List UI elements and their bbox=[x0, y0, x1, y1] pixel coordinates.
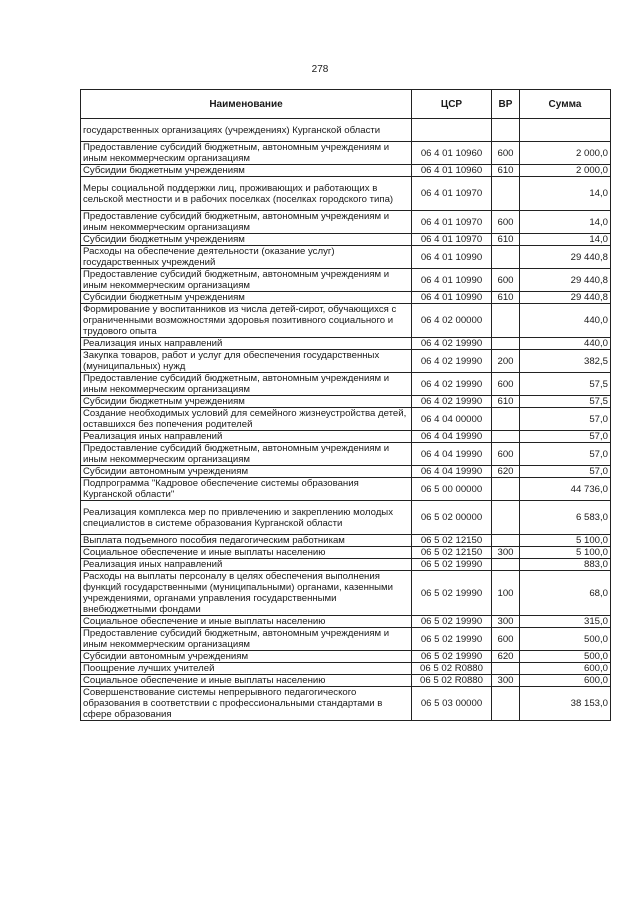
cell-vr bbox=[492, 663, 520, 675]
cell-vr: 610 bbox=[492, 234, 520, 246]
table-row bbox=[81, 431, 611, 443]
cell-vr: 600 bbox=[492, 142, 520, 165]
cell-vr: 610 bbox=[492, 165, 520, 177]
cell-name: Субсидии бюджетным учреждениям bbox=[81, 292, 412, 304]
cell-vr bbox=[492, 304, 520, 338]
cell-csr: 06 5 02 00000 bbox=[412, 501, 492, 535]
cell-sum: 14,0 bbox=[520, 211, 611, 234]
table-row bbox=[81, 443, 611, 466]
cell-csr: 06 4 02 19990 bbox=[412, 350, 492, 373]
table-row bbox=[81, 675, 611, 687]
cell-sum: 57,0 bbox=[520, 408, 611, 431]
table-body bbox=[81, 119, 611, 721]
cell-vr: 620 bbox=[492, 651, 520, 663]
table-row bbox=[81, 466, 611, 478]
cell-vr: 610 bbox=[492, 396, 520, 408]
table-row bbox=[81, 478, 611, 501]
cell-csr: 06 5 02 19990 bbox=[412, 559, 492, 571]
cell-vr: 600 bbox=[492, 373, 520, 396]
cell-sum: 14,0 bbox=[520, 177, 611, 211]
cell-sum: 6 583,0 bbox=[520, 501, 611, 535]
cell-csr: 06 5 03 00000 bbox=[412, 687, 492, 721]
cell-sum: 440,0 bbox=[520, 304, 611, 338]
cell-sum: 57,5 bbox=[520, 396, 611, 408]
cell-name: Расходы на выплаты персоналу в целях обеспечения выполнения функций государственными (муниципальными) органами, казенными учреждениями, органами управления государственными внебюджетными фондами bbox=[81, 571, 412, 616]
header-name: Наименование bbox=[81, 90, 412, 119]
cell-sum: 57,0 bbox=[520, 431, 611, 443]
cell-sum: 57,0 bbox=[520, 443, 611, 466]
cell-vr bbox=[492, 535, 520, 547]
cell-sum: 500,0 bbox=[520, 628, 611, 651]
cell-csr: 06 4 01 10990 bbox=[412, 292, 492, 304]
cell-vr bbox=[492, 559, 520, 571]
cell-name: Реализация комплекса мер по привлечению и закреплению молодых специалистов в системе образования Курганской области bbox=[81, 501, 412, 535]
table-row bbox=[81, 338, 611, 350]
cell-name: Реализация иных направлений bbox=[81, 559, 412, 571]
cell-sum bbox=[520, 119, 611, 142]
cell-sum: 38 153,0 bbox=[520, 687, 611, 721]
cell-vr: 610 bbox=[492, 292, 520, 304]
cell-csr: 06 5 02 R0880 bbox=[412, 675, 492, 687]
cell-csr: 06 5 02 R0880 bbox=[412, 663, 492, 675]
table-row bbox=[81, 408, 611, 431]
cell-sum: 5 100,0 bbox=[520, 547, 611, 559]
cell-name: Субсидии бюджетным учреждениям bbox=[81, 234, 412, 246]
cell-name: Реализация иных направлений bbox=[81, 431, 412, 443]
cell-name: Закупка товаров, работ и услуг для обеспечения государственных (муниципальных) нужд bbox=[81, 350, 412, 373]
cell-sum: 440,0 bbox=[520, 338, 611, 350]
cell-name: Предоставление субсидий бюджетным, автономным учреждениям и иным некоммерческим организациям bbox=[81, 211, 412, 234]
cell-csr: 06 4 01 10990 bbox=[412, 269, 492, 292]
cell-name: Создание необходимых условий для семейного жизнеустройства детей, оставшихся без попечения родителей bbox=[81, 408, 412, 431]
cell-vr bbox=[492, 501, 520, 535]
table-row bbox=[81, 687, 611, 721]
cell-csr: 06 4 01 10960 bbox=[412, 165, 492, 177]
cell-sum: 57,0 bbox=[520, 466, 611, 478]
cell-vr: 620 bbox=[492, 466, 520, 478]
cell-vr bbox=[492, 408, 520, 431]
budget-table bbox=[80, 89, 611, 721]
table-row bbox=[81, 559, 611, 571]
cell-sum: 29 440,8 bbox=[520, 246, 611, 269]
cell-name: Выплата подъемного пособия педагогическим работникам bbox=[81, 535, 412, 547]
cell-vr bbox=[492, 177, 520, 211]
cell-sum: 315,0 bbox=[520, 616, 611, 628]
cell-name: Субсидии автономным учреждениям bbox=[81, 466, 412, 478]
cell-name: Субсидии автономным учреждениям bbox=[81, 651, 412, 663]
table-row bbox=[81, 246, 611, 269]
table-row bbox=[81, 142, 611, 165]
cell-vr bbox=[492, 431, 520, 443]
cell-csr: 06 4 04 19990 bbox=[412, 431, 492, 443]
cell-sum: 2 000,0 bbox=[520, 142, 611, 165]
cell-csr: 06 5 02 19990 bbox=[412, 616, 492, 628]
table-row bbox=[81, 292, 611, 304]
table-row bbox=[81, 373, 611, 396]
table-row bbox=[81, 651, 611, 663]
table-row bbox=[81, 350, 611, 373]
table-row bbox=[81, 211, 611, 234]
cell-csr: 06 5 02 19990 bbox=[412, 628, 492, 651]
cell-csr: 06 5 02 12150 bbox=[412, 547, 492, 559]
cell-csr: 06 4 02 19990 bbox=[412, 396, 492, 408]
cell-csr: 06 4 04 00000 bbox=[412, 408, 492, 431]
cell-name: Формирование у воспитанников из числа детей-сирот, обучающихся с ограниченными возможностями здоровья позитивного социального и трудового опыта bbox=[81, 304, 412, 338]
cell-name: Субсидии бюджетным учреждениям bbox=[81, 165, 412, 177]
cell-vr: 600 bbox=[492, 443, 520, 466]
table-row bbox=[81, 547, 611, 559]
cell-sum: 500,0 bbox=[520, 651, 611, 663]
table-row bbox=[81, 535, 611, 547]
cell-csr: 06 5 02 19990 bbox=[412, 651, 492, 663]
table-row bbox=[81, 628, 611, 651]
table-row bbox=[81, 663, 611, 675]
header-csr: ЦСР bbox=[412, 90, 492, 119]
cell-sum: 5 100,0 bbox=[520, 535, 611, 547]
cell-sum: 382,5 bbox=[520, 350, 611, 373]
cell-name: Поощрение лучших учителей bbox=[81, 663, 412, 675]
table-row bbox=[81, 119, 611, 142]
cell-name: Совершенствование системы непрерывного педагогического образования в соответствии с профессиональными стандартами в сфере образования bbox=[81, 687, 412, 721]
cell-vr bbox=[492, 478, 520, 501]
cell-csr: 06 4 01 10970 bbox=[412, 177, 492, 211]
cell-vr bbox=[492, 119, 520, 142]
cell-vr bbox=[492, 246, 520, 269]
cell-sum: 883,0 bbox=[520, 559, 611, 571]
table-row bbox=[81, 501, 611, 535]
cell-name: Реализация иных направлений bbox=[81, 338, 412, 350]
cell-name: Субсидии бюджетным учреждениям bbox=[81, 396, 412, 408]
cell-csr: 06 4 04 19990 bbox=[412, 466, 492, 478]
cell-sum: 57,5 bbox=[520, 373, 611, 396]
table-header-row bbox=[81, 90, 611, 119]
cell-csr: 06 4 01 10970 bbox=[412, 211, 492, 234]
cell-vr: 300 bbox=[492, 547, 520, 559]
page-number: 278 bbox=[311, 64, 329, 75]
cell-name: Предоставление субсидий бюджетным, автономным учреждениям и иным некоммерческим организациям bbox=[81, 269, 412, 292]
cell-name: Подпрограмма "Кадровое обеспечение системы образования Курганской области" bbox=[81, 478, 412, 501]
cell-vr bbox=[492, 338, 520, 350]
table-row bbox=[81, 177, 611, 211]
cell-name: Меры социальной поддержки лиц, проживающих и работающих в сельской местности и в рабочих поселках (поселках городского типа) bbox=[81, 177, 412, 211]
cell-vr bbox=[492, 687, 520, 721]
cell-sum: 14,0 bbox=[520, 234, 611, 246]
cell-csr: 06 5 00 00000 bbox=[412, 478, 492, 501]
cell-sum: 68,0 bbox=[520, 571, 611, 616]
table-row bbox=[81, 165, 611, 177]
cell-vr: 600 bbox=[492, 269, 520, 292]
cell-sum: 29 440,8 bbox=[520, 269, 611, 292]
table-row bbox=[81, 396, 611, 408]
cell-csr: 06 4 02 19990 bbox=[412, 373, 492, 396]
cell-csr: 06 5 02 12150 bbox=[412, 535, 492, 547]
cell-vr: 300 bbox=[492, 616, 520, 628]
cell-sum: 29 440,8 bbox=[520, 292, 611, 304]
cell-vr: 200 bbox=[492, 350, 520, 373]
table-row bbox=[81, 571, 611, 616]
cell-name: Социальное обеспечение и иные выплаты населению bbox=[81, 675, 412, 687]
cell-sum: 44 736,0 bbox=[520, 478, 611, 501]
cell-csr: 06 4 02 19990 bbox=[412, 338, 492, 350]
cell-name: Социальное обеспечение и иные выплаты населению bbox=[81, 616, 412, 628]
table-row bbox=[81, 269, 611, 292]
cell-csr: 06 4 01 10990 bbox=[412, 246, 492, 269]
cell-name: Предоставление субсидий бюджетным, автономным учреждениям и иным некоммерческим организациям bbox=[81, 373, 412, 396]
cell-vr: 600 bbox=[492, 211, 520, 234]
cell-sum: 600,0 bbox=[520, 663, 611, 675]
cell-name: Расходы на обеспечение деятельности (оказание услуг) государственных учреждений bbox=[81, 246, 412, 269]
cell-sum: 2 000,0 bbox=[520, 165, 611, 177]
header-sum: Сумма bbox=[520, 90, 611, 119]
cell-csr: 06 4 02 00000 bbox=[412, 304, 492, 338]
cell-vr: 300 bbox=[492, 675, 520, 687]
table-row bbox=[81, 616, 611, 628]
cell-name: Социальное обеспечение и иные выплаты населению bbox=[81, 547, 412, 559]
cell-csr: 06 5 02 19990 bbox=[412, 571, 492, 616]
cell-name: Предоставление субсидий бюджетным, автономным учреждениям и иным некоммерческим организациям bbox=[81, 628, 412, 651]
cell-vr: 100 bbox=[492, 571, 520, 616]
cell-name: государственных организациях (учреждениях) Курганской области bbox=[81, 119, 412, 142]
cell-vr: 600 bbox=[492, 628, 520, 651]
header-vr: ВР bbox=[492, 90, 520, 119]
cell-csr: 06 4 01 10960 bbox=[412, 142, 492, 165]
cell-csr: 06 4 01 10970 bbox=[412, 234, 492, 246]
cell-csr: 06 4 04 19990 bbox=[412, 443, 492, 466]
table-row bbox=[81, 304, 611, 338]
cell-sum: 600,0 bbox=[520, 675, 611, 687]
cell-name: Предоставление субсидий бюджетным, автономным учреждениям и иным некоммерческим организациям bbox=[81, 443, 412, 466]
table-row bbox=[81, 234, 611, 246]
cell-csr bbox=[412, 119, 492, 142]
cell-name: Предоставление субсидий бюджетным, автономным учреждениям и иным некоммерческим организациям bbox=[81, 142, 412, 165]
